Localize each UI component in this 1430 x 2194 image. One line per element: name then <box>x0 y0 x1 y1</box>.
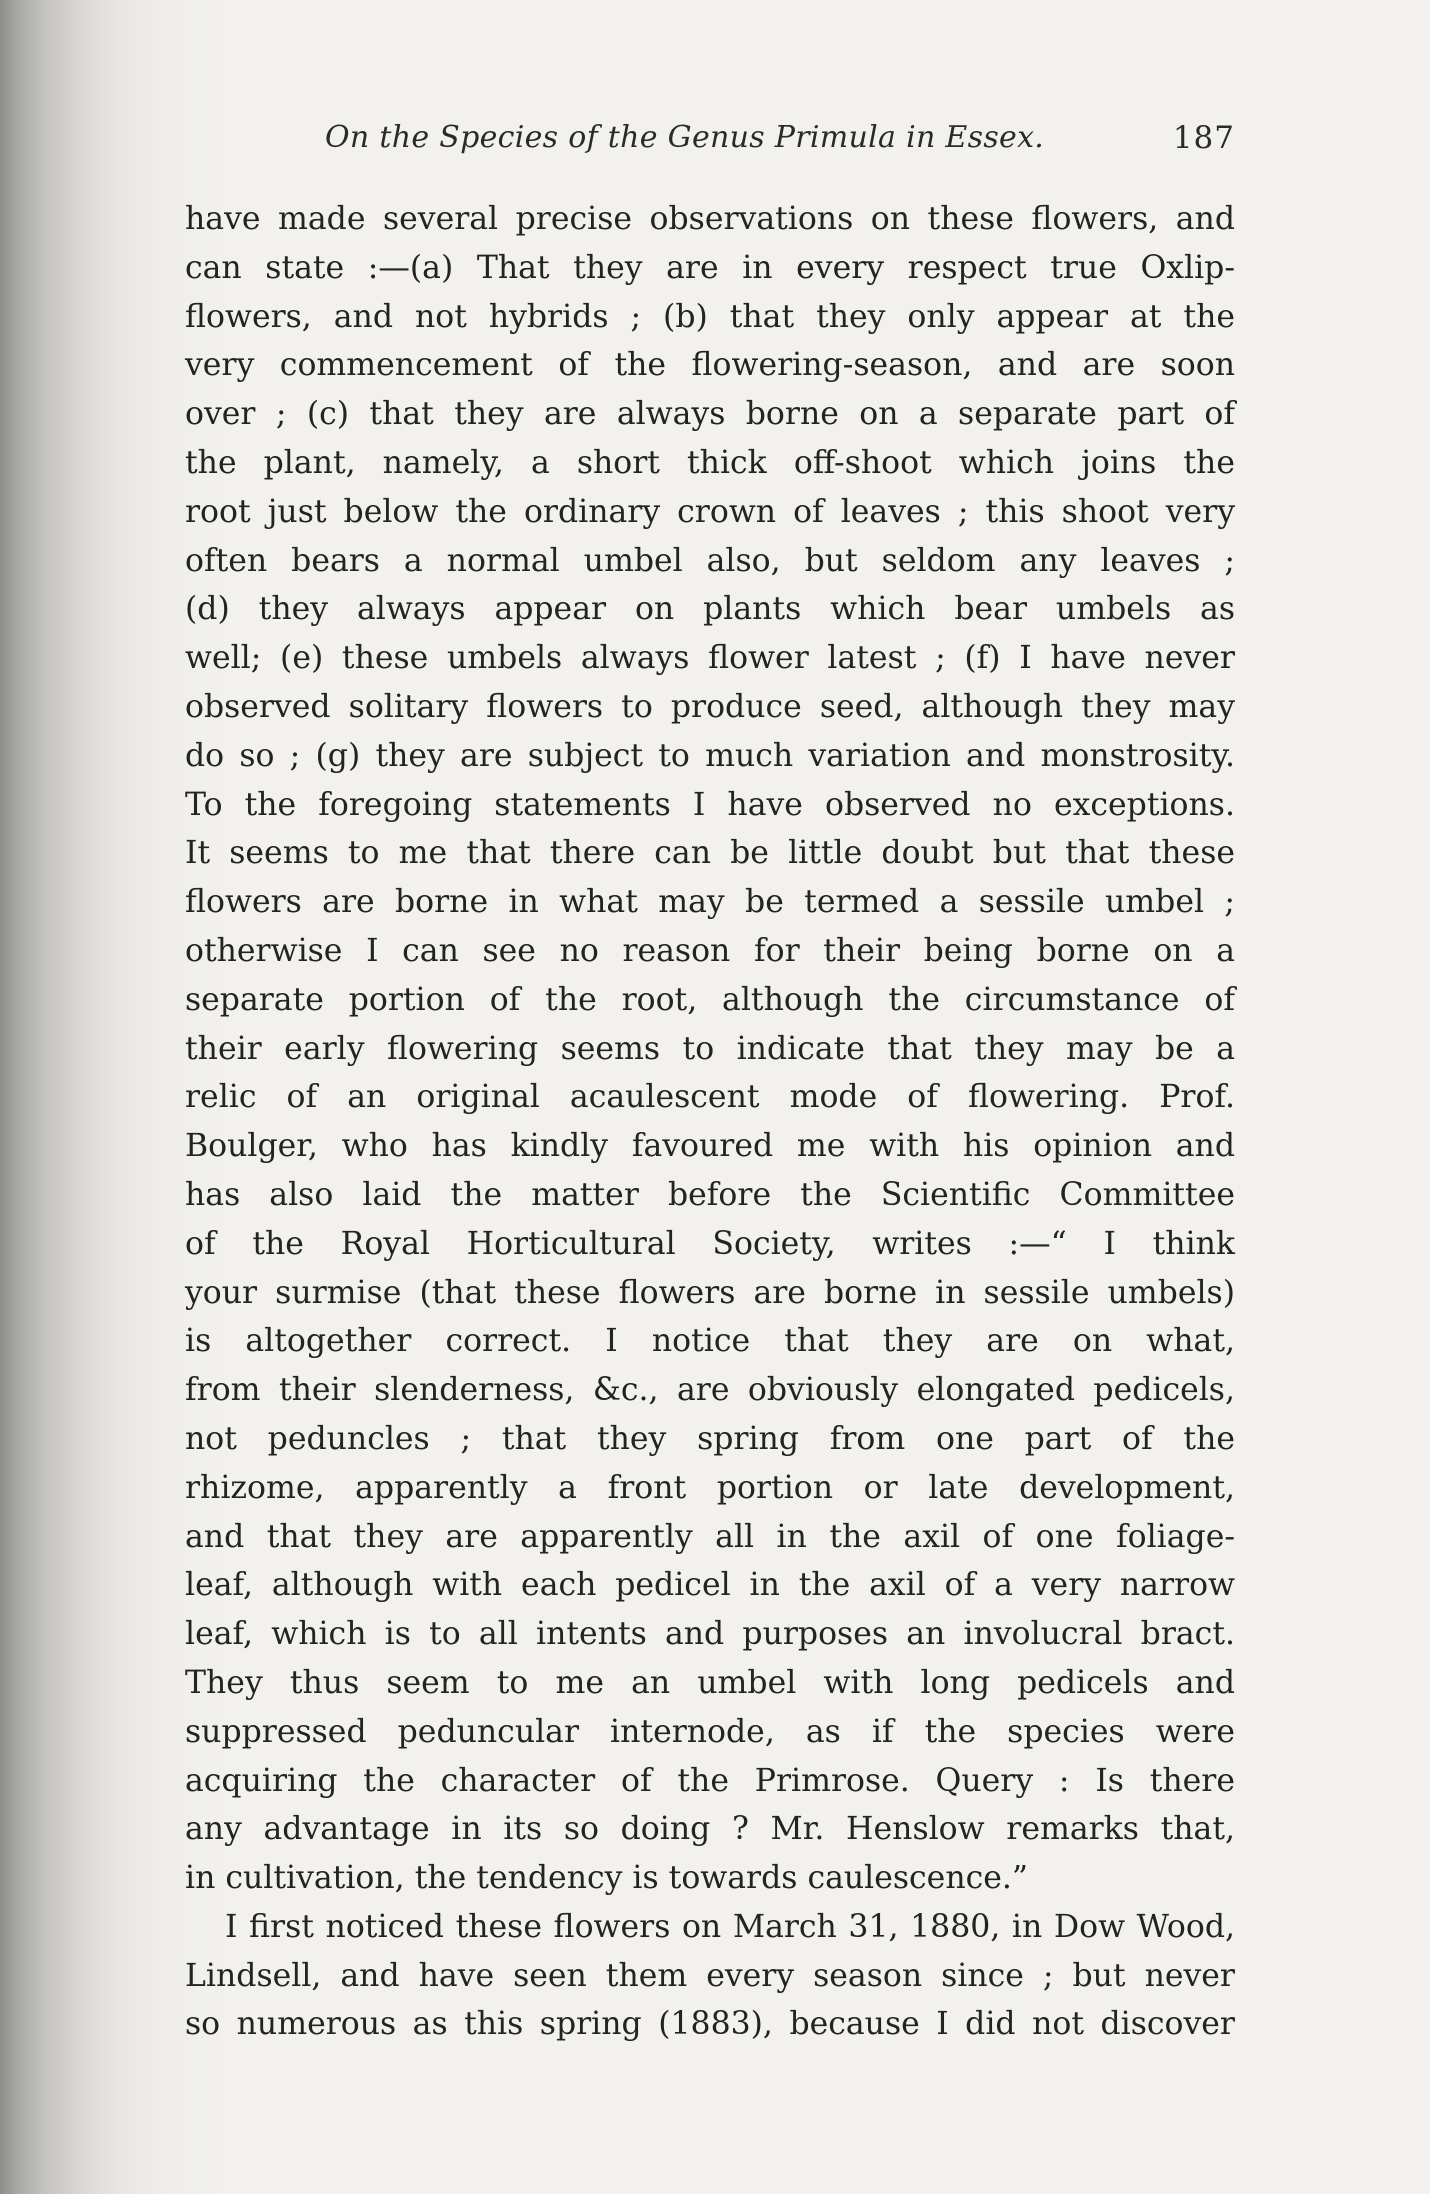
text-line: root just below the ordinary crown of leaves ; this shoot very <box>185 493 1235 530</box>
text-line: do so ; (g) they are subject to much variation and monstrosity. <box>185 737 1235 774</box>
page-header <box>185 120 1235 170</box>
text-line: can state :—(a) That they are in every respect true Oxlip- <box>185 249 1235 286</box>
text-line: their early flowering seems to indicate that they may be a <box>185 1030 1235 1067</box>
text-line: well; (e) these umbels always flower latest ; (f) I have never <box>185 640 1235 677</box>
text-line: flowers are borne in what may be termed a sessile umbel ; <box>185 884 1235 921</box>
text-line: Lindsell, and have seen them every season since ; but never <box>185 1957 1235 1994</box>
text-line: rhizome, apparently a front portion or late development, <box>185 1469 1235 1506</box>
text-line: otherwise I can see no reason for their being borne on a <box>185 932 1235 969</box>
text-line: and that they are apparently all in the axil of one foliage- <box>185 1518 1235 1555</box>
text-line: is altogether correct. I notice that they are on what, <box>185 1323 1235 1360</box>
text-line: suppressed peduncular internode, as if the species were <box>185 1713 1235 1750</box>
text-line: acquiring the character of the Primrose. Query : Is there <box>185 1762 1235 1799</box>
text-line: separate portion of the root, although the circumstance of <box>185 981 1235 1018</box>
text-line: flowers, and not hybrids ; (b) that they only appear at the <box>185 298 1235 335</box>
text-line: from their slenderness, &c., are obviously elongated pedicels, <box>185 1372 1235 1409</box>
page-number: 187 <box>1172 120 1235 156</box>
text-line: have made several precise observations on these flowers, and <box>185 201 1235 237</box>
text-line: It seems to me that there can be little doubt but that these <box>185 835 1235 872</box>
text-line: your surmise (that these flowers are borne in sessile umbels) <box>185 1274 1235 1311</box>
text-line: so numerous as this spring (1883), because I did not discover <box>185 2006 1235 2043</box>
text-line: relic of an original acaulescent mode of flowering. Prof. <box>185 1079 1235 1116</box>
text-line: leaf, although with each pedicel in the axil of a very narrow <box>185 1567 1235 1604</box>
text-line: Boulger, who has kindly favoured me with his opinion and <box>185 1128 1235 1165</box>
running-title: On the Species of the Genus Primula in Essex. <box>325 120 1045 155</box>
text-line: very commencement of the flowering-season, and are soon <box>185 347 1235 384</box>
text-line: (d) they always appear on plants which bear umbels as <box>185 591 1235 628</box>
text-line: observed solitary flowers to produce seed, although they may <box>185 688 1235 725</box>
text-line: any advantage in its so doing ? Mr. Henslow remarks that, <box>185 1811 1235 1848</box>
text-line: over ; (c) that they are always borne on a separate part of <box>185 396 1235 433</box>
text-line: often bears a normal umbel also, but seldom any leaves ; <box>185 542 1235 579</box>
paragraph-2 <box>185 1903 1235 2049</box>
text-line: To the foregoing statements I have observed no exceptions. <box>185 786 1235 823</box>
text-line: in cultivation, the tendency is towards caulescence.” <box>185 1860 1029 1897</box>
text-line: of the Royal Horticultural Society, writes :—“ I think <box>185 1225 1235 1262</box>
text-line: I first noticed these flowers on March 31, 1880, in Dow Wood, <box>225 1908 1235 1945</box>
text-line: They thus seem to me an umbel with long pedicels and <box>185 1664 1235 1701</box>
body-text <box>185 195 1235 2049</box>
paragraph-1 <box>185 195 1235 1903</box>
text-line: has also laid the matter before the Scientific Committee <box>185 1176 1235 1213</box>
text-line: leaf, which is to all intents and purposes an involucral bract. <box>185 1616 1235 1653</box>
text-line: the plant, namely, a short thick off-shoot which joins the <box>185 444 1235 481</box>
text-line: not peduncles ; that they spring from one part of the <box>185 1420 1235 1457</box>
